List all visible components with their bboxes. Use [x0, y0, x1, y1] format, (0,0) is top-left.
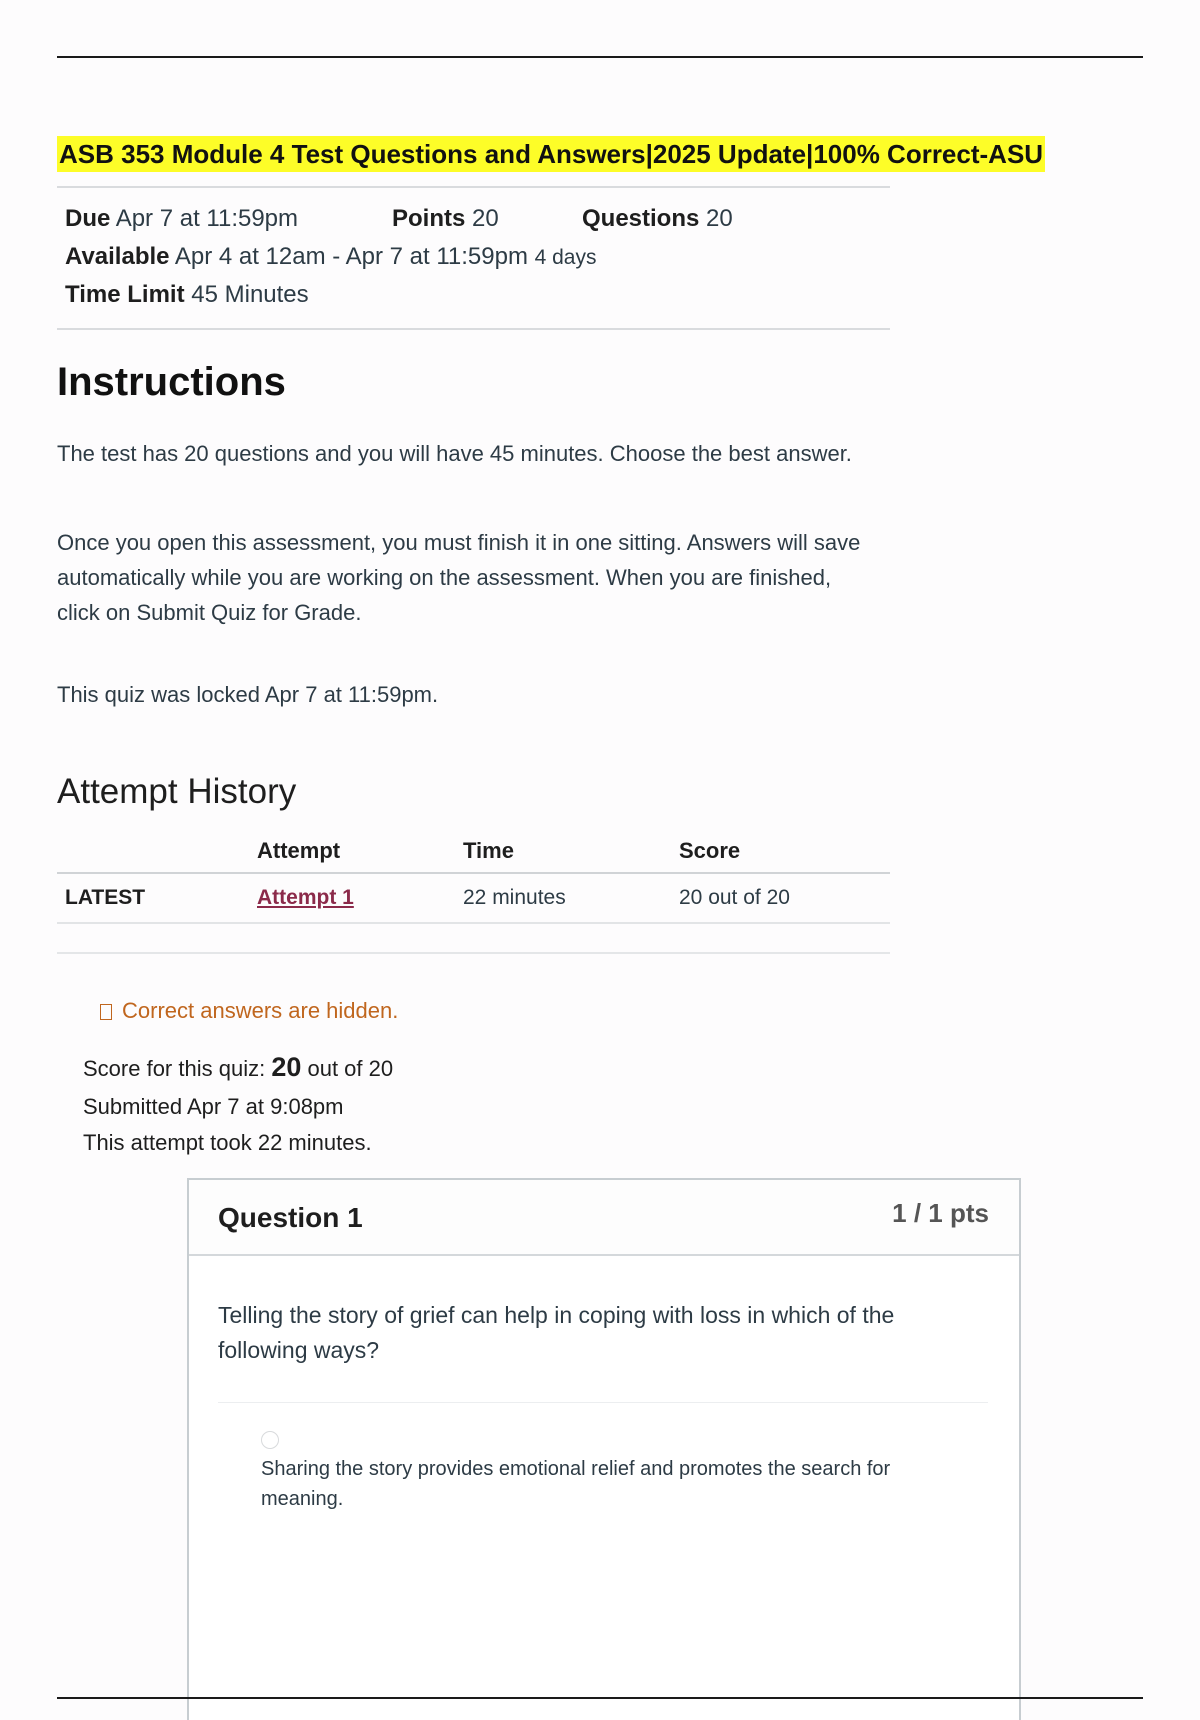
notice-text: Correct answers are hidden. [122, 998, 399, 1023]
submitted-time: Submitted Apr 7 at 9:08pm [83, 1094, 344, 1119]
attempt-duration: This attempt took 22 minutes. [83, 1130, 372, 1155]
available-value: Apr 4 at 12am - Apr 7 at 11:59pm [174, 243, 528, 270]
score-summary [83, 1052, 393, 1083]
table-row [57, 873, 890, 923]
column-header-blank [57, 832, 249, 873]
latest-tag: LATEST [57, 873, 249, 923]
score-prefix: Score for this quiz: [83, 1056, 266, 1081]
available-label: Available [65, 243, 170, 270]
question-divider [218, 1402, 988, 1403]
answer-option-text: Sharing the story provides emotional relief and promotes the search for meaning. [261, 1458, 891, 1510]
column-header-attempt: Attempt [249, 832, 455, 873]
questions-label: Questions [582, 205, 700, 232]
question-title: Question 1 [218, 1202, 363, 1233]
questions-value: 20 [706, 205, 733, 232]
attempt-history-heading: Attempt History [57, 772, 297, 811]
time-limit-field [65, 281, 309, 309]
question-card [187, 1178, 1021, 1720]
top-rule [57, 56, 1143, 58]
quiz-details-row-1 [65, 205, 298, 233]
question-header [189, 1180, 1019, 1256]
attempt-history-table [57, 832, 890, 924]
locked-note: This quiz was locked Apr 7 at 11:59pm. [57, 682, 439, 707]
details-divider-bottom [57, 328, 890, 330]
details-divider-top [57, 186, 890, 188]
points-label: Points [392, 205, 466, 232]
attempt-table-divider [57, 952, 890, 954]
table-header-row [57, 832, 890, 873]
available-field [65, 243, 596, 271]
instructions-paragraph-2: Once you open this assessment, you must finish it in one sitting. Answers will save automatically while you are working on the assessment. When you are finished, click on Submit Quiz for Grade. [57, 530, 861, 625]
attempt-1-link[interactable]: Attempt 1 [257, 886, 354, 909]
instructions-heading: Instructions [57, 360, 286, 404]
due-label: Due [65, 205, 111, 232]
points-value: 20 [472, 205, 499, 232]
score-value: 20 [271, 1052, 302, 1082]
time-limit-label: Time Limit [65, 281, 185, 308]
question-text: Telling the story of grief can help in coping with loss in which of the following ways? [218, 1302, 895, 1363]
points-field [392, 205, 499, 233]
question-points: 1 / 1 pts [892, 1198, 989, 1228]
document-title: ASB 353 Module 4 Test Questions and Answers|2025 Update|100% Correct-ASU [57, 136, 1045, 172]
answer-radio[interactable] [261, 1431, 279, 1449]
questions-field [582, 205, 733, 233]
column-header-time: Time [455, 832, 671, 873]
score-suffix: out of 20 [307, 1056, 394, 1081]
time-cell: 22 minutes [455, 873, 671, 923]
instructions-paragraph-1: The test has 20 questions and you will have 45 minutes. Choose the best answer. [57, 441, 852, 466]
attempt-cell [249, 873, 455, 923]
score-cell: 20 out of 20 [671, 873, 890, 923]
available-duration: 4 days [534, 246, 597, 269]
bottom-rule [57, 1697, 1143, 1699]
due-value: Apr 7 at 11:59pm [115, 205, 299, 232]
hidden-answers-notice [100, 998, 398, 1024]
time-limit-value: 45 Minutes [191, 281, 309, 308]
column-header-score: Score [671, 832, 890, 873]
notice-icon [100, 1004, 112, 1020]
